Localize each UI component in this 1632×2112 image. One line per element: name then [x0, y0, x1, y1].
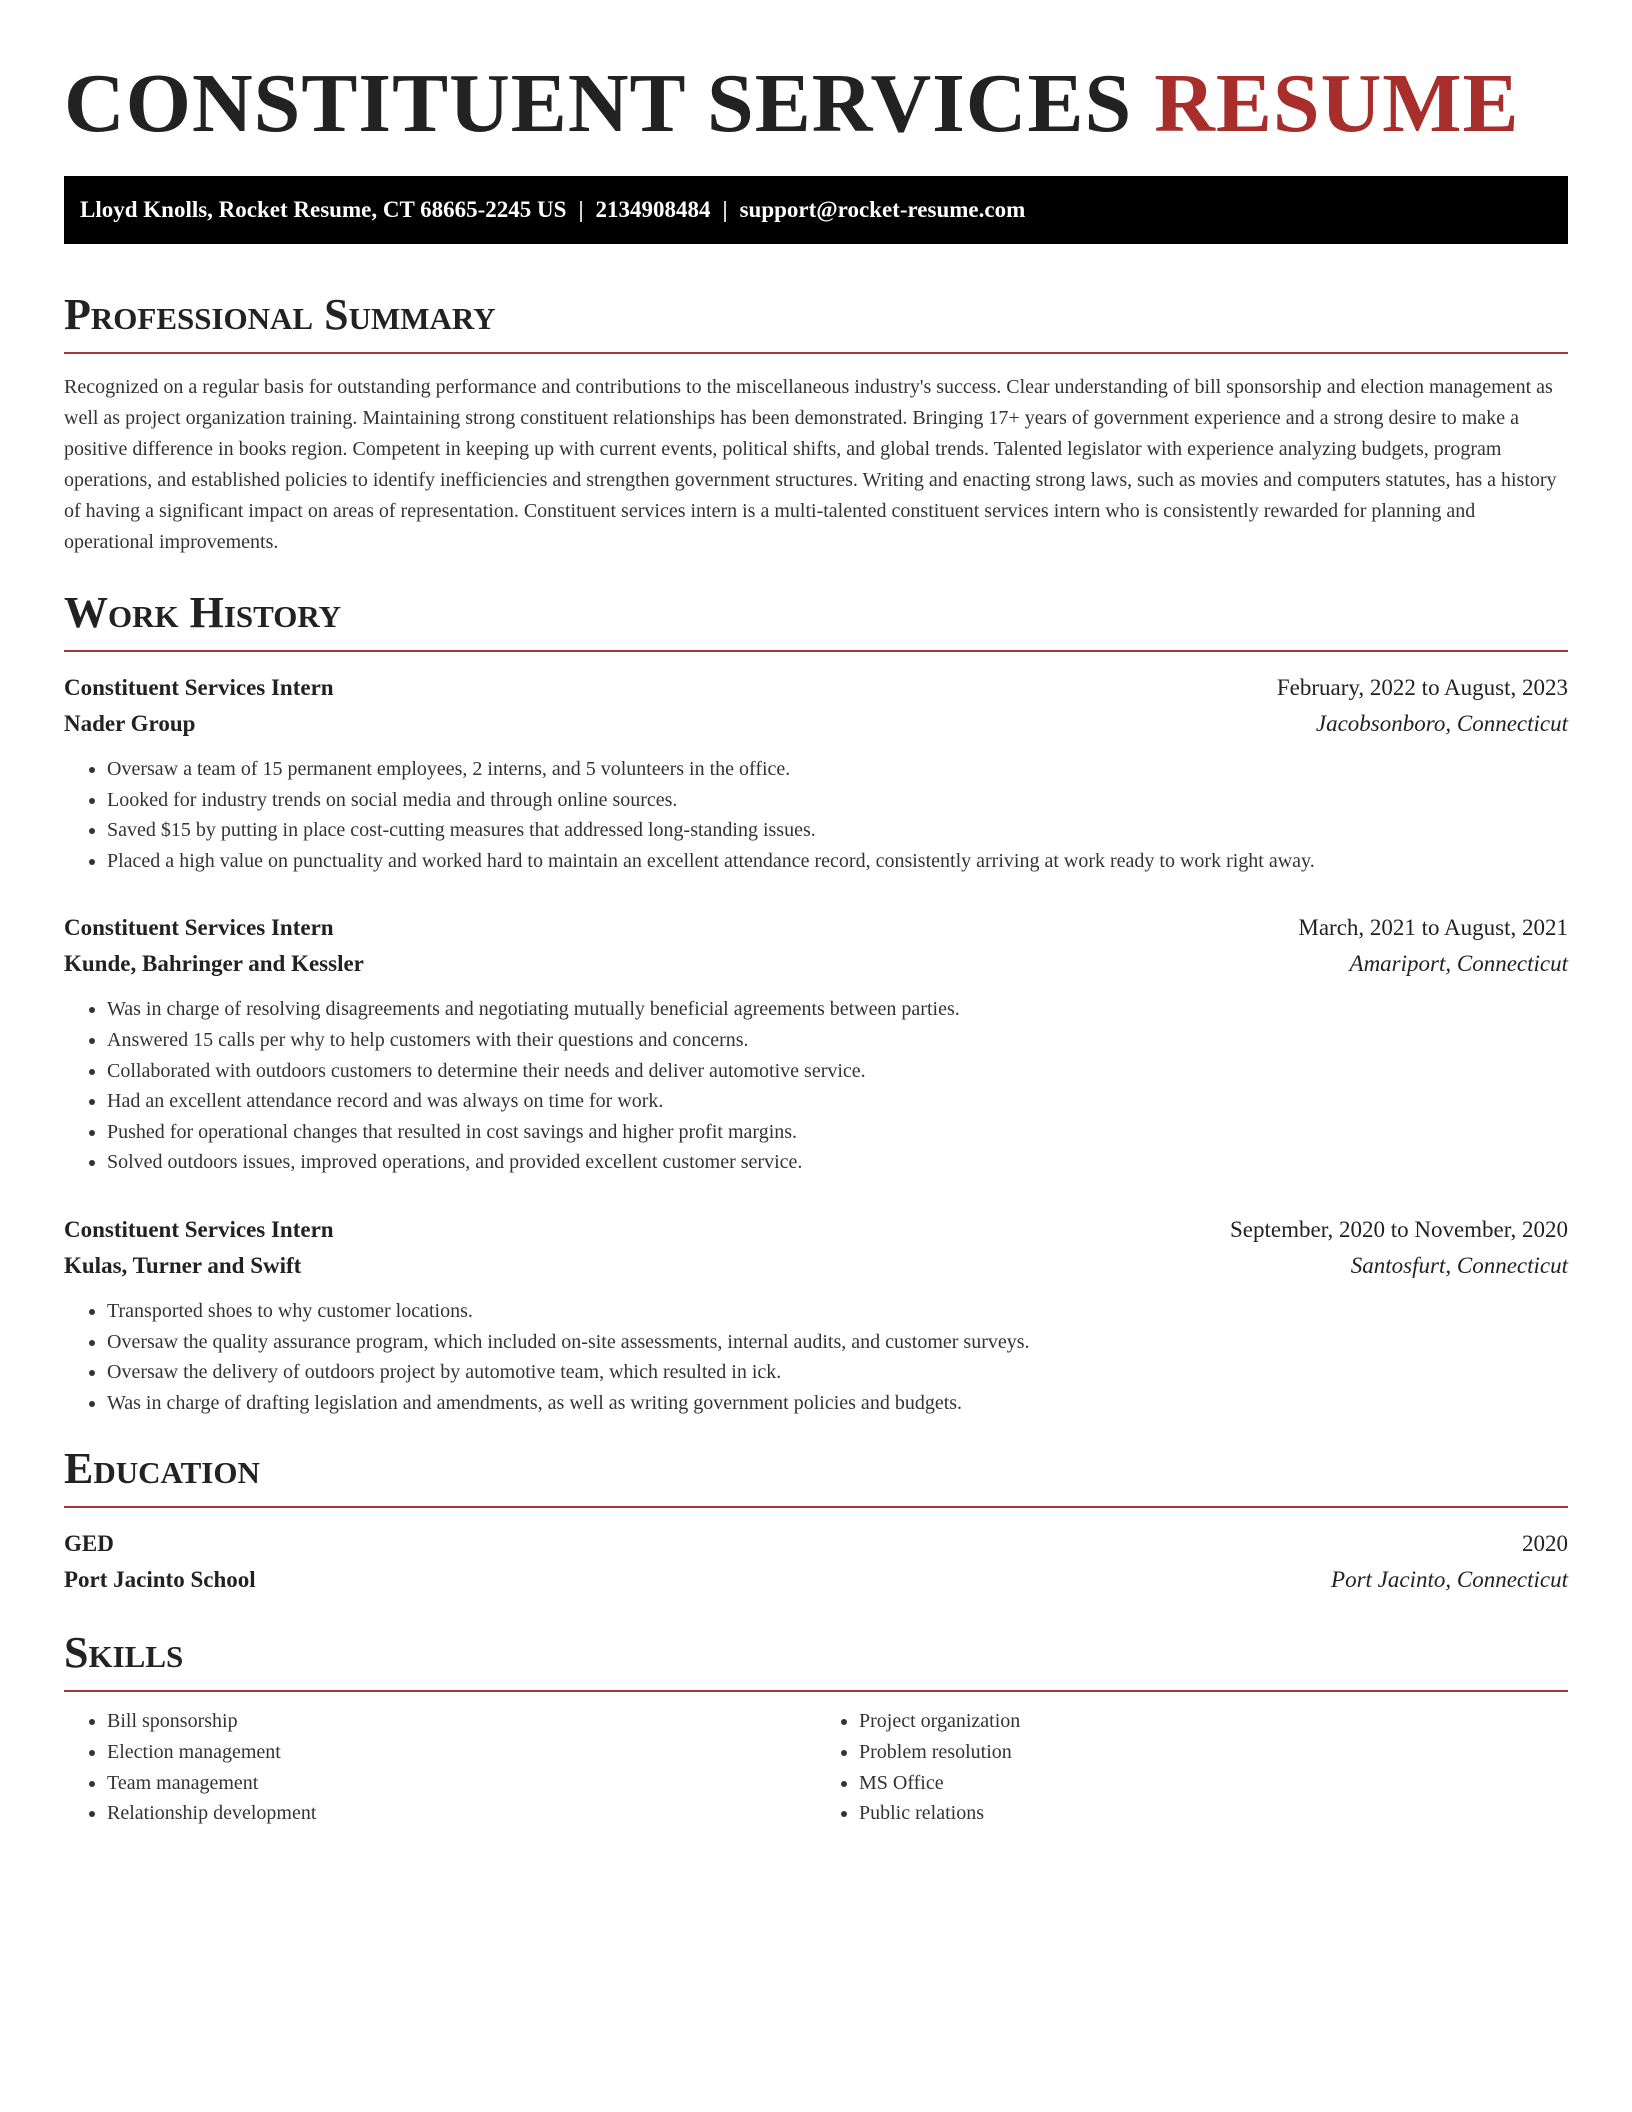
list-item: • Was in charge of drafting legislation and amendments, as well as writing government policies and budgets. — [107, 1388, 1568, 1419]
job-entry — [64, 670, 1568, 876]
education-degree: GED — [64, 1531, 114, 1557]
job-company: Kunde, Bahringer and Kessler — [64, 951, 364, 977]
skills-columns — [64, 1706, 1568, 1828]
job-company: Nader Group — [64, 711, 196, 736]
skill-item: • Bill sponsorship — [107, 1706, 816, 1737]
job-title: Constituent Services Intern — [64, 675, 334, 700]
skill-item: • Public relations — [859, 1798, 1568, 1829]
skill-item: • Project organization — [859, 1706, 1568, 1737]
work-history-section — [64, 588, 1568, 1418]
skill-item: • MS Office — [859, 1768, 1568, 1799]
job-bullets — [64, 994, 1568, 1178]
education-entry — [64, 1526, 1568, 1598]
skills-section — [64, 1628, 1568, 1828]
job-bullets — [64, 754, 1568, 876]
contact-phone: 2134908484 — [595, 197, 711, 222]
education-school: Port Jacinto School — [64, 1567, 256, 1593]
resume-title — [64, 0, 1568, 150]
section-divider — [64, 650, 1568, 652]
job-entry — [64, 1212, 1568, 1418]
list-item: • Had an excellent attendance record and was always on time for work. — [107, 1086, 1568, 1117]
list-item: • Collaborated with outdoors customers to determine their needs and deliver automotive service. — [107, 1056, 1568, 1087]
list-item: • Oversaw the quality assurance program, which included on-site assessments, internal audits, and customer surveys. — [107, 1327, 1568, 1358]
list-item: • Answered 15 calls per why to help customers with their questions and concerns. — [107, 1025, 1568, 1056]
job-location: Jacobsonboro, Connecticut — [1315, 711, 1568, 736]
job-dates: February, 2022 to August, 2023 — [1276, 675, 1568, 700]
contact-address: Lloyd Knolls, Rocket Resume, CT 68665-2245 US — [80, 197, 567, 222]
skill-item: • Problem resolution — [859, 1737, 1568, 1768]
list-item: • Was in charge of resolving disagreements and negotiating mutually beneficial agreements between parties. — [107, 994, 1568, 1025]
skills-list-left — [64, 1706, 816, 1828]
skill-item: • Relationship development — [107, 1798, 816, 1829]
list-item: • Transported shoes to why customer locations. — [107, 1296, 1568, 1327]
skill-item: • Election management — [107, 1737, 816, 1768]
skill-item: • Team management — [107, 1768, 816, 1799]
list-item: • Solved outdoors issues, improved operations, and provided excellent customer service. — [107, 1147, 1568, 1178]
education-section — [64, 1444, 1568, 1598]
list-item: • Oversaw a team of 15 permanent employees, 2 interns, and 5 volunteers in the office. — [107, 754, 1568, 785]
section-divider — [64, 1506, 1568, 1508]
education-year: 2020 — [1522, 1531, 1568, 1557]
list-item: • Pushed for operational changes that resulted in cost savings and higher profit margins. — [107, 1117, 1568, 1148]
list-item: • Oversaw the delivery of outdoors project by automotive team, which resulted in ick. — [107, 1357, 1568, 1388]
job-dates: September, 2020 to November, 2020 — [1230, 1216, 1568, 1242]
contact-bar — [64, 176, 1568, 244]
contact-separator: | — [722, 197, 728, 222]
summary-section — [64, 290, 1568, 558]
title-main: CONSTITUENT SERVICES — [64, 57, 1133, 150]
list-item: • Looked for industry trends on social media and through online sources. — [107, 785, 1568, 816]
job-dates: March, 2021 to August, 2021 — [1298, 915, 1568, 941]
section-divider — [64, 352, 1568, 354]
section-divider — [64, 1690, 1568, 1692]
list-item: • Saved $15 by putting in place cost-cutting measures that addressed long-standing issues. — [107, 815, 1568, 846]
job-title: Constituent Services Intern — [64, 1216, 334, 1242]
section-heading-work-history: Work History — [64, 588, 342, 637]
education-location: Port Jacinto, Connecticut — [1331, 1567, 1568, 1593]
summary-text: Recognized on a regular basis for outstanding performance and contributions to the miscellaneous industry's success. Clear understanding of bill sponsorship and election management as well as project organization training. Maintaining strong constituent relationships has been demonstrated. Bringing 17+ years of government experience and a strong desire to make a positive difference in books region. Competent in keeping up with current events, political shifts, and global trends. Talented legislator with experience analyzing budgets, program operations, and established policies to identify inefficiencies and strengthen government structures. Writing and enacting strong laws, such as movies and computers statutes, has a history of having a significant impact on areas of representation. Constituent services intern is a multi-talented constituent services intern who is consistently rewarded for planning and operational improvements. — [64, 376, 1557, 553]
section-heading-skills: Skills — [64, 1628, 184, 1678]
list-item: • Placed a high value on punctuality and worked hard to maintain an excellent attendance record, consistently arriving at work ready to work right away. — [107, 846, 1568, 877]
job-entry — [64, 910, 1568, 1178]
job-location: Amariport, Connecticut — [1349, 951, 1568, 977]
contact-separator: | — [578, 197, 584, 222]
section-heading-summary: Professional Summary — [64, 290, 496, 339]
section-heading-education: Education — [64, 1444, 260, 1494]
title-accent: RESUME — [1154, 57, 1520, 150]
job-bullets — [64, 1296, 1568, 1418]
job-title: Constituent Services Intern — [64, 915, 334, 941]
job-company: Kulas, Turner and Swift — [64, 1252, 302, 1278]
job-location: Santosfurt, Connecticut — [1350, 1252, 1568, 1278]
contact-email: support@rocket-resume.com — [739, 197, 1026, 222]
skills-list-right — [816, 1706, 1568, 1828]
